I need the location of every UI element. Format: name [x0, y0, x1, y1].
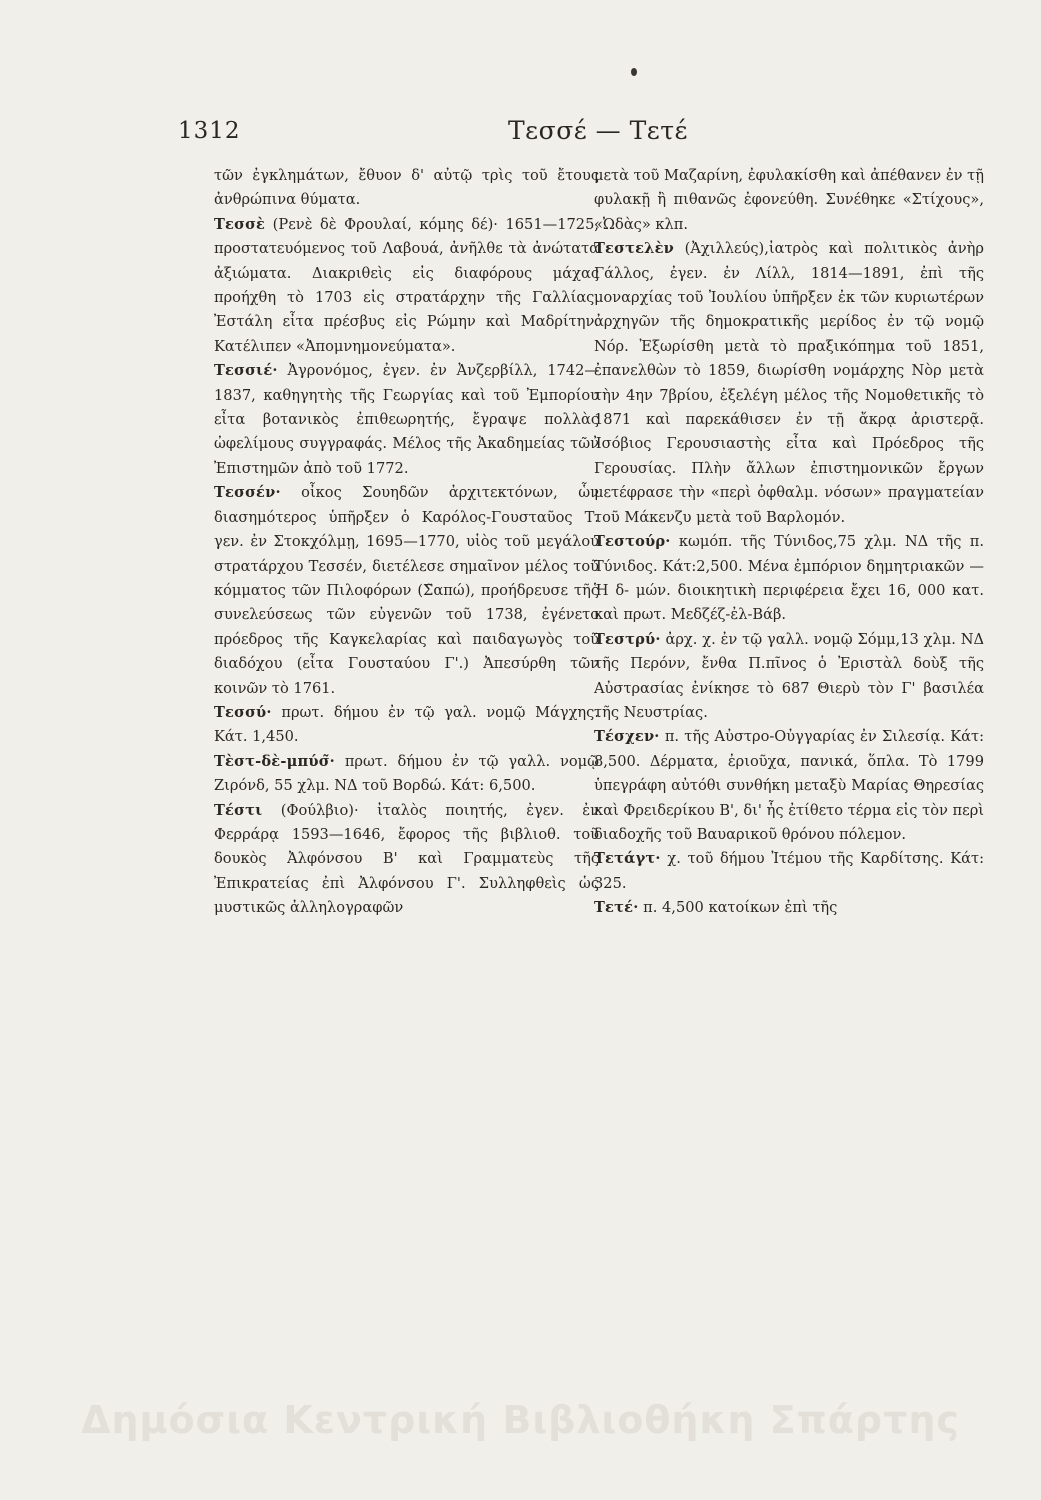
- entry-continuation: τῶν ἐγκλημάτων, ἔθυον δ' αὐτῷ τρὶς τοῦ ἔτους ἀνθρώπινα θύματα.: [214, 167, 599, 209]
- page-number: 1312: [178, 118, 241, 144]
- headword: Τεστελὲν: [594, 240, 675, 258]
- headword: Τὲστ-δὲ-μπύσ̃·: [214, 752, 335, 770]
- headword: Τεσσύ·: [214, 703, 272, 721]
- entry: [214, 481, 599, 701]
- headword: Τέστι: [214, 801, 263, 819]
- entry: [594, 628, 984, 726]
- headword: Τεσσέν·: [214, 484, 281, 502]
- entry-continuation: μετὰ τοῦ Μαζαρίνη, ἐφυλακίσθη καὶ ἀπέθανεν ἐν τῇ φυλακῇ ἢ πιθανῶς ἐφονεύθη. Συνέθηκε «Στίχους», «Ὠδὰς» κλπ.: [594, 167, 984, 233]
- headword: Τεσσιέ·: [214, 362, 278, 380]
- entry-text: πρωτ. δήμου ἐν τῷ γαλλ. νομῷ Ζιρόνδ, 55 χλμ. ΝΔ τοῦ Βορδώ. Κάτ: 6,500.: [214, 752, 599, 795]
- entry: [594, 725, 984, 847]
- headword: Τέσχεν·: [594, 728, 660, 746]
- right-column: [594, 164, 984, 921]
- entry: [214, 213, 599, 359]
- left-column: [214, 164, 599, 921]
- entry-text: κωμόπ. τῆς Τύνιδος,75 χλμ. ΝΔ τῆς π. Τύνιδος. Κάτ:2,500. Μένα ἐμπόριον δημητριακῶν —Ἡ δ- μών. διοικητικὴ περιφέρεια ἔχει 16, 000 κατ. καὶ πρωτ. Μεδζέζ-ἐλ-Βάβ.: [594, 533, 984, 624]
- entry: [594, 530, 984, 628]
- entry-text: π. τῆς Αὐστρο-Οὐγγαρίας ἐν Σιλεσίᾳ. Κάτ: 8,500. Δέρματα, ἐριοῦχα, πανικά, ὅπλα. Τὸ 1799 ὑπεγράφη αὐτόθι συνθήκη μεταξὺ Μαρίας Θηρεσίας καὶ Φρειδερίκου Β', δι' ἧς ἐτίθετο τέρμα εἰς τὸν περὶ διαδοχῆς τοῦ Βαυαρικοῦ θρόνου πόλεμον.: [594, 728, 984, 843]
- entry-text: (Ἀχιλλεύς),ἰατρὸς καὶ πολιτικὸς ἀνὴρ Γάλλος, ἐγεν. ἐν Λίλλ, 1814—1891, ἐπὶ τῆς μοναρχίας τοῦ Ἰουλίου ὑπῆρξεν ἐκ τῶν κυριωτέρων ἀρχηγῶν τῆς δημοκρατικῆς μερίδος ἐν τῷ νομῷ Νόρ. Ἐξωρίσθη μετὰ τὸ πραξικόπημα τοῦ 1851, ἐπανελθὼν τὸ 1859, διωρίσθη νομάρχης Νὸρ μετὰ τὴν 4ην 7βρίου, ἐξελέγη μέλος τῆς Νομοθετικῆς τὸ 1871 καὶ παρεκάθισεν ἐν τῇ ἄκρᾳ ἀριστερᾷ. Ἰσόβιος Γερουσιαστὴς εἶτα καὶ Πρόεδρος τῆς Γερουσίας. Πλὴν ἄλλων ἐπιστημονικῶν ἔργων μετέφρασε τὴν «περὶ ὀφθαλμ. νόσων» πραγματείαν τοῦ Μάκενζυ μετὰ τοῦ Βαρλομόν.: [594, 240, 984, 526]
- page-header: [0, 118, 1041, 158]
- headword: Τεσσὲ: [214, 215, 266, 233]
- entry-text: ἀρχ. χ. ἐν τῷ γαλλ. νομῷ Σόμμ,13 χλμ. ΝΔ τῆς Περόνν, ἔνθα Π.πῖνος ὁ Ἐριστὰλ δοὺξ τῆς Αὐστρασίας ἐνίκησε τὸ 687 Θιερὺ τὸν Γ' βασιλέα τῆς Νευστρίας.: [594, 630, 984, 721]
- entry-text: χ. τοῦ δήμου Ἰτέμου τῆς Καρδίτσης. Κάτ: 325.: [594, 850, 984, 892]
- ink-dot: [631, 68, 637, 76]
- entry-text: (Φούλβιο)· ἰταλὸς ποιητής, ἐγεν. ἐν Φερράρᾳ 1593—1646, ἔφορος τῆς βιβλιοθ. τοῦ δουκὸς Ἀλφόνσου Β' καὶ Γραμματεὺς τῆς Ἐπικρατείας ἐπὶ Ἀλφόνσου Γ'. Συλληφθεὶς ὡς μυστικῶς ἀλληλογραφῶν: [214, 801, 599, 917]
- headword: Τετέ·: [594, 899, 639, 917]
- entry: [214, 799, 599, 921]
- entry-text: οἶκος Σουηδῶν ἀρχιτεκτόνων, ὧν διασημότερος ὑπῆρξεν ὁ Καρόλος-Γουσταῦος Τ. γεν. ἐν Στοκχόλμῃ, 1695—1770, υἱὸς τοῦ μεγάλου στρατάρχου Τεσσέν, διετέλεσε σημαῖνον μέλος τοῦ κόμματος τῶν Πιλοφόρων (Σ̃απώ), προήδρευσε τῆς συνελεύσεως τῶν εὐγενῶν τοῦ 1738, ἐγένετο πρόεδρος τῆς Καγκελαρίας καὶ παιδαγωγὸς τοῦ διαδόχου (εἶτα Γουσταύου Γ'.) Ἀπεσύρθη τῶν κοινῶν τὸ 1761.: [214, 484, 599, 697]
- entry: [594, 896, 984, 920]
- entry: [214, 701, 599, 750]
- entry-text: π. 4,500 κατοίκων ἐπὶ τῆς: [638, 899, 838, 917]
- entry-text: πρωτ. δήμου ἐν τῷ γαλ. νομῷ Μάγχης. Κάτ. 1,450.: [214, 703, 599, 746]
- entry: [594, 847, 984, 896]
- entry: [594, 237, 984, 530]
- entry-text: (Ρενὲ δὲ Φρουλαί, κόμης δέ)· 1651—1725, προστατευόμενος τοῦ Λαβουά, ἀνῆλθε τὰ ἀνώτατα ἀξιώματα. Διακριθεὶς εἰς διαφόρους μάχας προήχθη τὸ 1703 εἰς στρατάρχην τῆς Γαλλίας. Ἐστάλη εἶτα πρέσβυς εἰς Ρώμην καὶ Μαδρίτην. Κατέλιπεν «Ἀπομνημονεύματα».: [214, 215, 599, 355]
- headword: Τεστούρ·: [594, 533, 671, 551]
- entry: [214, 750, 599, 799]
- headword: Τεστρύ·: [594, 630, 661, 648]
- library-watermark: Δημόσια Κεντρική Βιβλιοθήκη Σπάρτης: [81, 1398, 960, 1442]
- entry: [214, 359, 599, 481]
- headword: Τετάγτ·: [594, 850, 661, 868]
- entry-text: Ἀγρονόμος, ἐγεν. ἐν Ἀνζερβίλλ, 1742—1837, καθηγητὴς τῆς Γεωργίας καὶ τοῦ Ἐμπορίου εἶτα βοτανικὸς ἐπιθεωρητής, ἔγραψε πολλὰς ὠφελίμους συγγραφάς. Μέλος τῆς Ἀκαδημείας τῶν Ἐπιστημῶν ἀπὸ τοῦ 1772.: [214, 362, 599, 477]
- running-head: Τεσσέ — Τετέ: [508, 116, 689, 145]
